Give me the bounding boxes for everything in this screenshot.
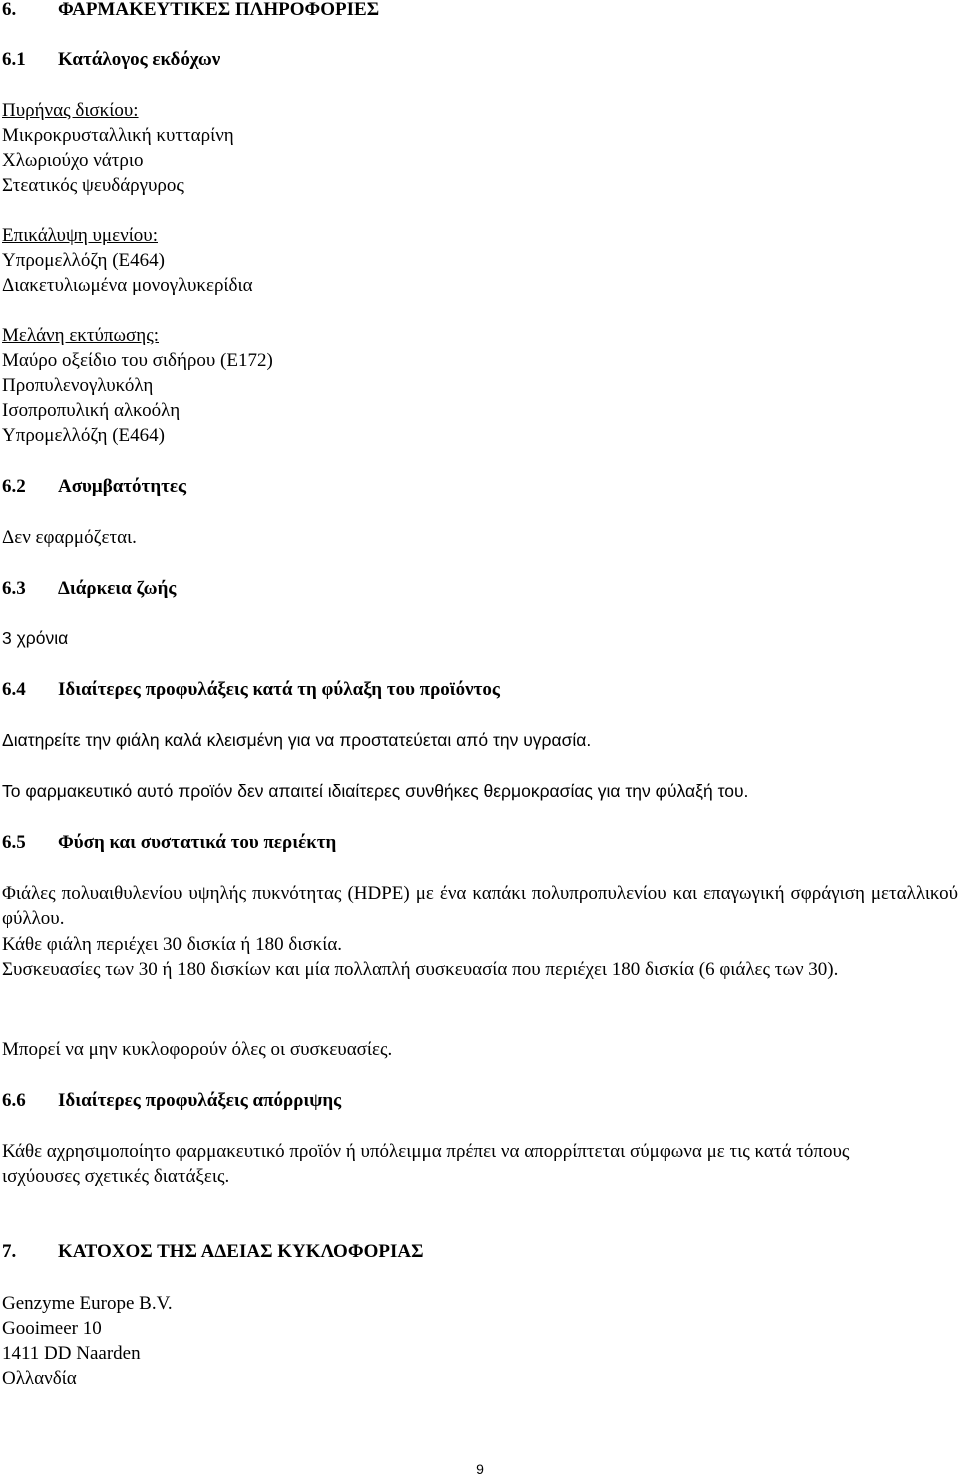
subsection-6-1-number: 6.1: [2, 49, 26, 70]
ink-label: Μελάνη εκτύπωσης:: [2, 325, 159, 346]
holder-address-line: 1411 DD Naarden: [2, 1343, 141, 1364]
section-7-title: ΚΑΤΟΧΟΣ ΤΗΣ ΑΔΕΙΑΣ ΚΥΚΛΟΦΟΡΙΑΣ: [58, 1241, 424, 1262]
section-6-heading: [2, 0, 379, 22]
subsection-6-6-heading: [2, 1088, 341, 1113]
section-7-number: 7.: [2, 1241, 17, 1262]
storage-text-1: Διατηρείτε την φιάλη καλά κλεισμένη για να προστατεύεται από την υγρασία.: [2, 730, 592, 750]
subsection-6-2-title: Ασυμβατότητες: [58, 476, 186, 497]
subsection-6-4-heading: [2, 677, 500, 702]
storage-text-2: Το φαρμακευτικό αυτό προϊόν δεν απαιτεί ιδιαίτερες συνθήκες θερμοκρασίας για την φύλαξή του.: [2, 781, 749, 801]
subsection-6-3-heading: [2, 576, 176, 601]
subsection-6-2-heading: [2, 474, 186, 499]
holder-address-line: Genzyme Europe B.V.: [2, 1293, 173, 1314]
subsection-6-6-number: 6.6: [2, 1090, 26, 1111]
core-item: Χλωριούχο νάτριο: [2, 150, 144, 171]
incompatibilities-text: Δεν εφαρμόζεται.: [2, 527, 137, 548]
section-6-number: 6.: [2, 0, 17, 20]
shelf-life-text: 3 χρόνια: [2, 628, 69, 648]
section-6-title: ΦΑΡΜΑΚΕΥΤΙΚΕΣ ΠΛΗΡΟΦΟΡΙΕΣ: [58, 0, 380, 20]
subsection-6-4-title: Ιδιαίτερες προφυλάξεις κατά τη φύλαξη του προϊόντος: [58, 679, 500, 700]
core-item: Μικροκρυσταλλική κυτταρίνη: [2, 125, 234, 146]
coating-label: Επικάλυψη υμενίου:: [2, 225, 158, 246]
marketing-note: Μπορεί να μην κυκλοφορούν όλες οι συσκευασίες.: [2, 1039, 393, 1060]
coating-item: Διακετυλιωμένα μονογλυκερίδια: [2, 275, 253, 296]
holder-address-line: Ολλανδία: [2, 1368, 77, 1389]
ink-item: Μαύρο οξείδιο του σιδήρου (E172): [2, 350, 273, 371]
coating-item: Υπρομελλόζη (E464): [2, 250, 165, 271]
core-item: Στεατικός ψευδάργυρος: [2, 175, 184, 196]
bottle-contents: Κάθε φιάλη περιέχει 30 δισκία ή 180 δισκία.: [2, 934, 343, 955]
subsection-6-2-number: 6.2: [2, 476, 26, 497]
subsection-6-1-title: Κατάλογος εκδόχων: [58, 49, 221, 70]
section-7-heading: [2, 1239, 424, 1264]
page-number: 9: [476, 1461, 484, 1477]
container-description: Φιάλες πολυαιθυλενίου υψηλής πυκνότητας (HDPE) με ένα καπάκι πολυπροπυλενίου και επαγωγική σφράγιση μεταλλικού φύλλου.: [2, 883, 958, 929]
holder-address-line: Gooimeer 10: [2, 1318, 102, 1339]
subsection-6-5-heading: [2, 830, 336, 855]
ink-item: Ισοπροπυλική αλκοόλη: [2, 400, 181, 421]
subsection-6-3-title: Διάρκεια ζωής: [58, 578, 177, 599]
subsection-6-6-title: Ιδιαίτερες προφυλάξεις απόρριψης: [58, 1090, 342, 1111]
subsection-6-4-number: 6.4: [2, 679, 26, 700]
ink-item: Υπρομελλόζη (E464): [2, 425, 165, 446]
subsection-6-5-title: Φύση και συστατικά του περιέκτη: [58, 832, 337, 853]
subsection-6-1-heading: [2, 47, 220, 72]
pack-sizes: Συσκευασίες των 30 ή 180 δισκίων και μία πολλαπλή συσκευασία που περιέχει 180 δισκία (6 φιάλες των 30).: [2, 959, 839, 980]
disposal-text: Κάθε αχρησιμοποίητο φαρμακευτικό προϊόν ή υπόλειμμα πρέπει να απορρίπτεται σύμφωνα με τις κατά τόπους ισχύουσες σχετικές διατάξεις.: [2, 1141, 850, 1187]
ink-item: Προπυλενογλυκόλη: [2, 375, 154, 396]
subsection-6-3-number: 6.3: [2, 578, 26, 599]
subsection-6-5-number: 6.5: [2, 832, 26, 853]
core-label: Πυρήνας δισκίου:: [2, 100, 139, 121]
